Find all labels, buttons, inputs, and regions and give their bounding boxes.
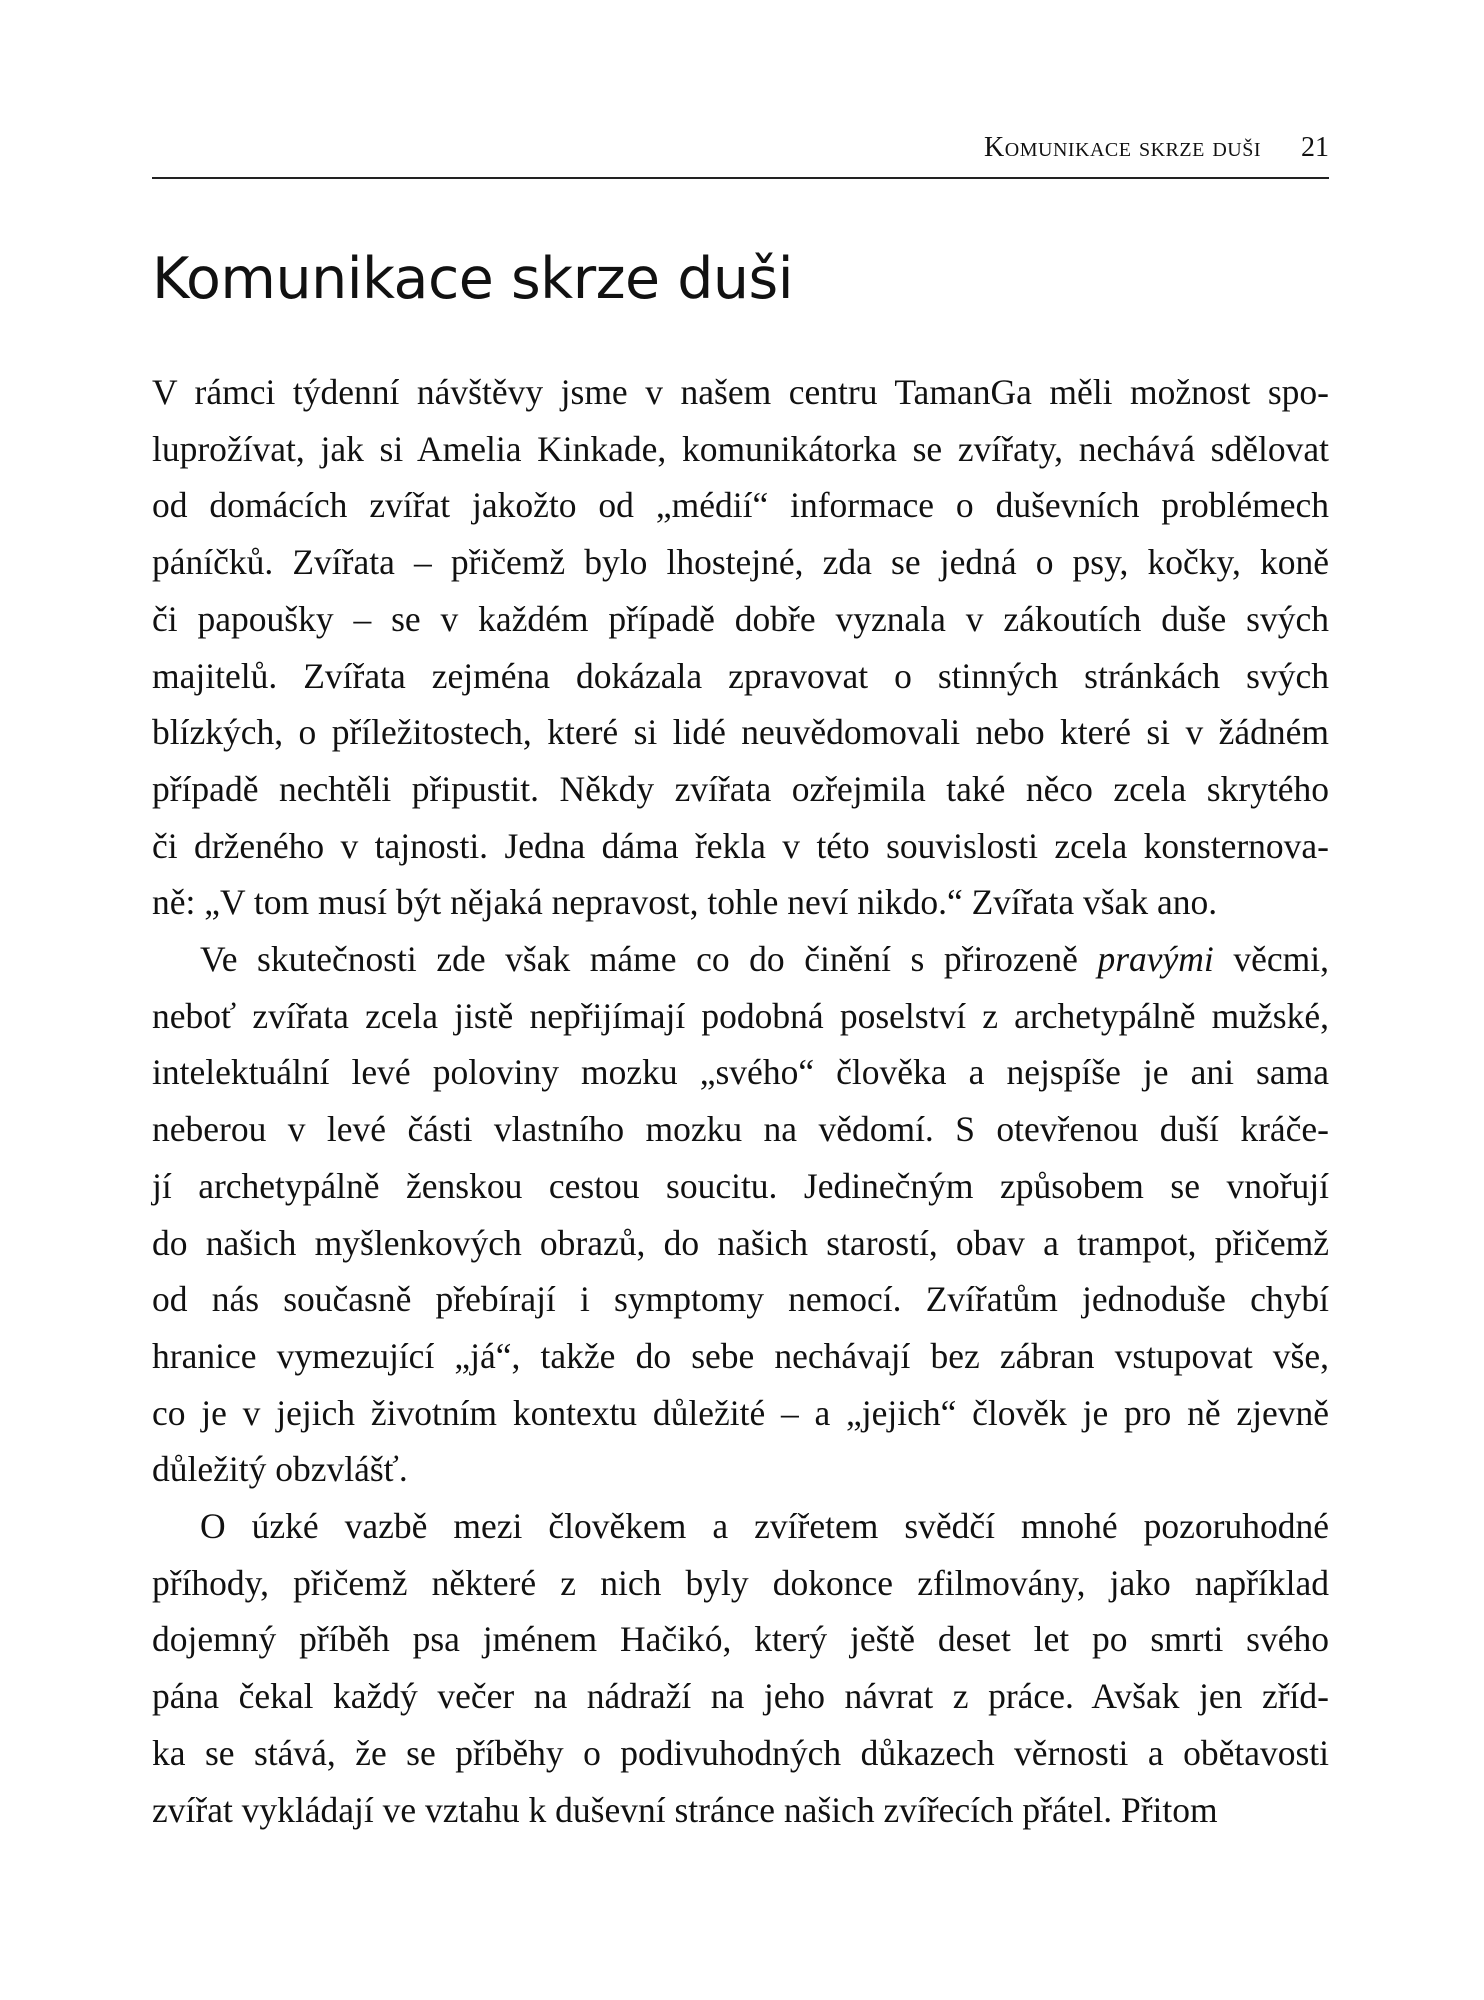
text-line <box>152 931 1329 988</box>
emphasized-word: pravými <box>1097 939 1214 980</box>
text-line: V rámci týdenní návštěvy jsme v našem centru TamanGa měli možnost spo- <box>152 372 1329 412</box>
text-line: neboť zvířata zcela jistě nepřijímají podobná poselství z archetypálně mužské, <box>152 995 1329 1036</box>
text-line: hranice vymezující „já“, takže do sebe nechávají bez zábran vstupovat vše, <box>152 1335 1329 1376</box>
line-text: věcmi, <box>1213 939 1329 980</box>
text-line: co je v jejich životním kontextu důležité – a „jejich“ člověk je pro ně zjevně <box>152 1392 1329 1433</box>
text-line: luprožívat, jak si Amelia Kinkade, komunikátorka se zvířaty, nechává sdělovat <box>152 428 1329 469</box>
text-line: pána čekal každý večer na nádraží na jeho návrat z práce. Avšak jen zříd- <box>152 1676 1329 1717</box>
text-line: ně: „V tom musí být nějaká nepravost, tohle neví nikdo.“ Zvířata však ano. <box>152 882 1218 923</box>
text-line: blízkých, o příležitostech, které si lidé neuvědomovali nebo které si v žádném <box>152 712 1329 753</box>
text-line: důležitý obzvlášť. <box>152 1449 408 1490</box>
text-line: O úzké vazbě mezi člověkem a zvířetem svědčí mnohé pozoruhodné <box>200 1506 1329 1547</box>
text-line: neberou v levé části vlastního mozku na vědomí. S otevřenou duší kráče- <box>152 1109 1329 1150</box>
body-text <box>152 364 1329 1838</box>
text-line: či drženého v tajnosti. Jedna dáma řekla v této souvislosti zcela konsternova- <box>152 825 1329 866</box>
chapter-title: Komunikace skrze duši <box>152 246 794 312</box>
text-line: majitelů. Zvířata zejména dokázala zpravovat o stinných stránkách svých <box>152 655 1329 696</box>
text-line: od nás současně přebírají i symptomy nemocí. Zvířatům jednoduše chybí <box>152 1279 1329 1320</box>
header-rule <box>152 177 1329 179</box>
text-line: případě nechtěli připustit. Někdy zvířata ozřejmila také něco zcela skrytého <box>152 768 1329 809</box>
text-line: zvířat vykládají ve vztahu k duševní stránce našich zvířecích přátel. Přitom <box>152 1789 1218 1830</box>
line-text: Ve skutečnosti zde však máme co do činění s přirozeně <box>200 939 1098 980</box>
running-head-title: Komunikace skrze duši <box>984 132 1261 163</box>
text-line: páníčků. Zvířata – přičemž bylo lhostejné, zda se jedná o psy, kočky, koně <box>152 542 1329 583</box>
text-line: do našich myšlenkových obrazů, do našich starostí, obav a trampot, přičemž <box>152 1222 1329 1263</box>
page-number: 21 <box>1301 132 1329 163</box>
text-line: či papoušky – se v každém případě dobře vyznala v zákoutích duše svých <box>152 598 1329 639</box>
text-line: od domácích zvířat jakožto od „médií“ informace o duševních problémech <box>152 485 1329 526</box>
text-line: ka se stává, že se příběhy o podivuhodných důkazech věrnosti a obětavosti <box>152 1732 1329 1773</box>
text-line: dojemný příběh psa jménem Hačikó, který ještě deset let po smrti svého <box>152 1619 1329 1660</box>
running-head <box>152 132 1329 164</box>
text-line: jí archetypálně ženskou cestou soucitu. Jedinečným způsobem se vnořují <box>152 1165 1329 1206</box>
text-line: intelektuální levé poloviny mozku „svého“ člověka a nejspíše je ani sama <box>152 1052 1329 1093</box>
text-line: příhody, přičemž některé z nich byly dokonce zfilmovány, jako například <box>152 1562 1329 1603</box>
